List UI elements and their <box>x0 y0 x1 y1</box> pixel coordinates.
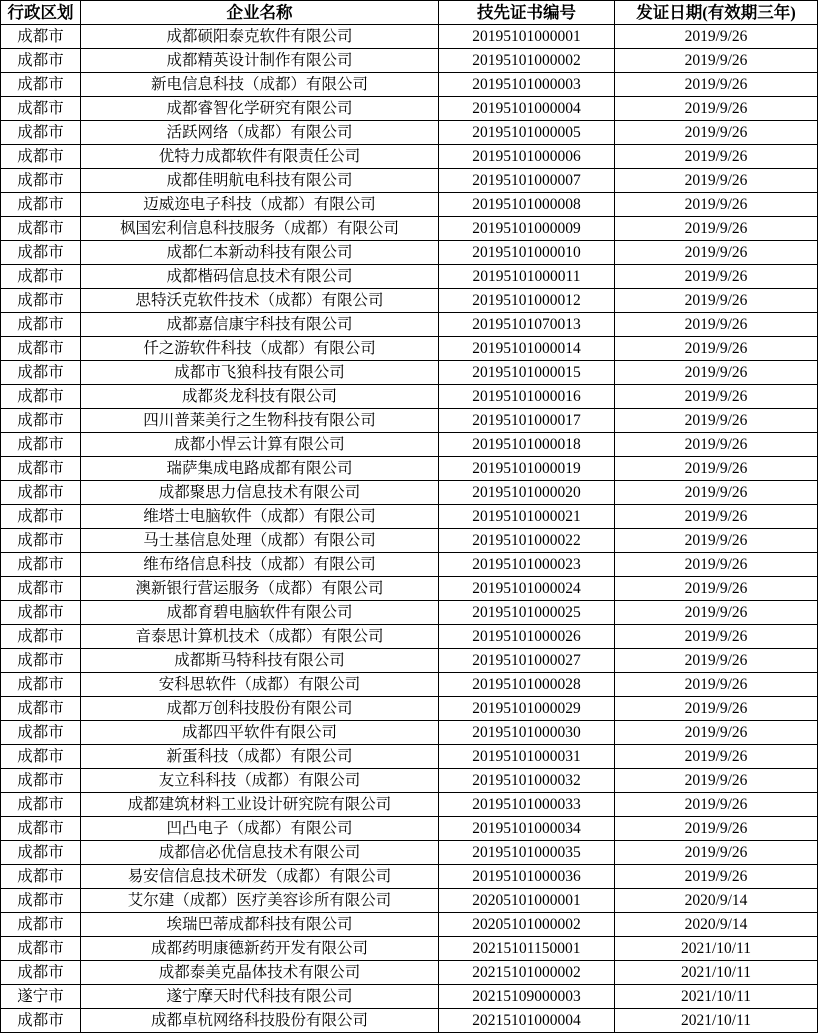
cell-certificate-no: 20195101000015 <box>439 361 615 385</box>
cell-region: 成都市 <box>1 529 81 553</box>
cell-issue-date: 2019/9/26 <box>615 817 818 841</box>
cell-issue-date: 2019/9/26 <box>615 577 818 601</box>
cell-issue-date: 2019/9/26 <box>615 313 818 337</box>
cell-issue-date: 2019/9/26 <box>615 73 818 97</box>
cell-certificate-no: 20195101000035 <box>439 841 615 865</box>
cell-certificate-no: 20195101000009 <box>439 217 615 241</box>
table-row <box>1 25 818 49</box>
cell-region: 成都市 <box>1 121 81 145</box>
table-row <box>1 121 818 145</box>
cell-company: 成都楷码信息技术有限公司 <box>81 265 439 289</box>
cell-certificate-no: 20195101000029 <box>439 697 615 721</box>
table-body <box>1 25 818 1033</box>
cell-certificate-no: 20195101000008 <box>439 193 615 217</box>
table-row <box>1 865 818 889</box>
table-row <box>1 217 818 241</box>
cell-issue-date: 2021/10/11 <box>615 985 818 1009</box>
cell-region: 成都市 <box>1 553 81 577</box>
cell-certificate-no: 20195101000032 <box>439 769 615 793</box>
cell-company: 友立科科技（成都）有限公司 <box>81 769 439 793</box>
cell-company: 四川普莱美行之生物科技有限公司 <box>81 409 439 433</box>
table-row <box>1 169 818 193</box>
cell-issue-date: 2021/10/11 <box>615 1009 818 1033</box>
header-row <box>1 1 818 25</box>
cell-region: 成都市 <box>1 625 81 649</box>
cell-company: 成都育碧电脑软件有限公司 <box>81 601 439 625</box>
cell-region: 成都市 <box>1 697 81 721</box>
table-row <box>1 193 818 217</box>
cell-certificate-no: 20195101000012 <box>439 289 615 313</box>
cell-company: 思特沃克软件技术（成都）有限公司 <box>81 289 439 313</box>
cell-region: 成都市 <box>1 769 81 793</box>
cell-issue-date: 2019/9/26 <box>615 553 818 577</box>
cell-issue-date: 2019/9/26 <box>615 673 818 697</box>
cell-certificate-no: 20195101000010 <box>439 241 615 265</box>
table-row <box>1 409 818 433</box>
cell-company: 艾尔建（成都）医疗美容诊所有限公司 <box>81 889 439 913</box>
cell-certificate-no: 20215101000004 <box>439 1009 615 1033</box>
cell-certificate-no: 20195101000033 <box>439 793 615 817</box>
cell-certificate-no: 20195101000003 <box>439 73 615 97</box>
cell-company: 遂宁摩天时代科技有限公司 <box>81 985 439 1009</box>
cell-issue-date: 2019/9/26 <box>615 361 818 385</box>
cell-certificate-no: 20195101000011 <box>439 265 615 289</box>
cell-issue-date: 2019/9/26 <box>615 97 818 121</box>
cell-region: 成都市 <box>1 745 81 769</box>
cell-company: 成都万创科技股份有限公司 <box>81 697 439 721</box>
cell-certificate-no: 20195101000021 <box>439 505 615 529</box>
cell-issue-date: 2019/9/26 <box>615 625 818 649</box>
cell-region: 成都市 <box>1 265 81 289</box>
cell-issue-date: 2020/9/14 <box>615 913 818 937</box>
cell-company: 成都炎龙科技有限公司 <box>81 385 439 409</box>
cell-region: 成都市 <box>1 865 81 889</box>
cell-certificate-no: 20195101000027 <box>439 649 615 673</box>
table-row <box>1 337 818 361</box>
cell-issue-date: 2019/9/26 <box>615 769 818 793</box>
cell-company: 成都嘉信康宇科技有限公司 <box>81 313 439 337</box>
cell-certificate-no: 20205101000001 <box>439 889 615 913</box>
cell-certificate-no: 20195101000016 <box>439 385 615 409</box>
cell-company: 成都信必优信息技术有限公司 <box>81 841 439 865</box>
cell-region: 成都市 <box>1 97 81 121</box>
table-row <box>1 601 818 625</box>
cell-issue-date: 2019/9/26 <box>615 289 818 313</box>
cell-company: 仟之游软件科技（成都）有限公司 <box>81 337 439 361</box>
cell-issue-date: 2019/9/26 <box>615 505 818 529</box>
cell-certificate-no: 20195101000014 <box>439 337 615 361</box>
cell-region: 成都市 <box>1 361 81 385</box>
cell-region: 成都市 <box>1 145 81 169</box>
cell-region: 成都市 <box>1 793 81 817</box>
cell-issue-date: 2019/9/26 <box>615 793 818 817</box>
table-row <box>1 913 818 937</box>
table-row <box>1 505 818 529</box>
cell-region: 成都市 <box>1 433 81 457</box>
cell-company: 新蛋科技（成都）有限公司 <box>81 745 439 769</box>
cell-issue-date: 2019/9/26 <box>615 745 818 769</box>
cell-region: 成都市 <box>1 25 81 49</box>
cell-company: 易安信信息技术研发（成都）有限公司 <box>81 865 439 889</box>
cell-certificate-no: 20195101000006 <box>439 145 615 169</box>
cell-company: 马士基信息处理（成都）有限公司 <box>81 529 439 553</box>
table-row <box>1 625 818 649</box>
cell-certificate-no: 20195101000034 <box>439 817 615 841</box>
cell-certificate-no: 20195101000036 <box>439 865 615 889</box>
cell-region: 成都市 <box>1 817 81 841</box>
cell-region: 成都市 <box>1 193 81 217</box>
cell-certificate-no: 20195101000025 <box>439 601 615 625</box>
table-row <box>1 649 818 673</box>
cell-certificate-no: 20195101000018 <box>439 433 615 457</box>
cell-certificate-no: 20195101000001 <box>439 25 615 49</box>
cell-company: 成都仁本新动科技有限公司 <box>81 241 439 265</box>
cell-company: 埃瑞巴蒂成都科技有限公司 <box>81 913 439 937</box>
cell-company: 成都佳明航电科技有限公司 <box>81 169 439 193</box>
cell-company: 成都四平软件有限公司 <box>81 721 439 745</box>
cell-region: 成都市 <box>1 481 81 505</box>
table-row <box>1 73 818 97</box>
cell-certificate-no: 20195101000020 <box>439 481 615 505</box>
cell-company: 活跃网络（成都）有限公司 <box>81 121 439 145</box>
table-row <box>1 97 818 121</box>
cell-company: 成都斯马特科技有限公司 <box>81 649 439 673</box>
cell-region: 成都市 <box>1 289 81 313</box>
cell-issue-date: 2019/9/26 <box>615 385 818 409</box>
table-row <box>1 385 818 409</box>
cell-company: 维布络信息科技（成都）有限公司 <box>81 553 439 577</box>
table-row <box>1 457 818 481</box>
cell-issue-date: 2019/9/26 <box>615 841 818 865</box>
table-row <box>1 1009 818 1033</box>
cell-region: 成都市 <box>1 649 81 673</box>
cell-issue-date: 2020/9/14 <box>615 889 818 913</box>
cell-certificate-no: 20195101000007 <box>439 169 615 193</box>
cell-region: 成都市 <box>1 721 81 745</box>
table-row <box>1 49 818 73</box>
table-row <box>1 265 818 289</box>
cell-region: 成都市 <box>1 841 81 865</box>
cell-company: 澳新银行营运服务（成都）有限公司 <box>81 577 439 601</box>
table-row <box>1 745 818 769</box>
cell-issue-date: 2019/9/26 <box>615 697 818 721</box>
table-row <box>1 289 818 313</box>
cell-certificate-no: 20205101000002 <box>439 913 615 937</box>
cell-certificate-no: 20195101000019 <box>439 457 615 481</box>
cell-issue-date: 2019/9/26 <box>615 649 818 673</box>
cell-company: 成都市飞狼科技有限公司 <box>81 361 439 385</box>
table-row <box>1 673 818 697</box>
cell-region: 成都市 <box>1 337 81 361</box>
cell-company: 成都精英设计制作有限公司 <box>81 49 439 73</box>
cell-company: 成都药明康德新药开发有限公司 <box>81 937 439 961</box>
table-row <box>1 433 818 457</box>
cell-region: 成都市 <box>1 73 81 97</box>
cell-certificate-no: 20195101070013 <box>439 313 615 337</box>
cell-company: 成都聚思力信息技术有限公司 <box>81 481 439 505</box>
table-row <box>1 793 818 817</box>
cell-issue-date: 2019/9/26 <box>615 145 818 169</box>
cell-issue-date: 2019/9/26 <box>615 217 818 241</box>
cell-issue-date: 2019/9/26 <box>615 49 818 73</box>
table-row <box>1 361 818 385</box>
cell-issue-date: 2019/9/26 <box>615 169 818 193</box>
cell-certificate-no: 20195101000017 <box>439 409 615 433</box>
cell-certificate-no: 20215101000002 <box>439 961 615 985</box>
table-row <box>1 145 818 169</box>
table-row <box>1 553 818 577</box>
cell-issue-date: 2019/9/26 <box>615 121 818 145</box>
cell-certificate-no: 20195101000028 <box>439 673 615 697</box>
table-row <box>1 889 818 913</box>
table-row <box>1 241 818 265</box>
cell-issue-date: 2019/9/26 <box>615 193 818 217</box>
cell-region: 成都市 <box>1 577 81 601</box>
cell-issue-date: 2019/9/26 <box>615 241 818 265</box>
cell-company: 优特力成都软件有限责任公司 <box>81 145 439 169</box>
cell-certificate-no: 20195101000030 <box>439 721 615 745</box>
cell-region: 成都市 <box>1 217 81 241</box>
cell-company: 新电信息科技（成都）有限公司 <box>81 73 439 97</box>
cell-region: 成都市 <box>1 937 81 961</box>
cell-issue-date: 2019/9/26 <box>615 337 818 361</box>
cell-company: 安科思软件（成都）有限公司 <box>81 673 439 697</box>
cell-region: 成都市 <box>1 601 81 625</box>
cell-certificate-no: 20195101000031 <box>439 745 615 769</box>
cell-region: 成都市 <box>1 241 81 265</box>
cell-region: 成都市 <box>1 913 81 937</box>
cell-region: 成都市 <box>1 409 81 433</box>
cell-region: 成都市 <box>1 49 81 73</box>
cell-issue-date: 2019/9/26 <box>615 457 818 481</box>
cell-company: 成都硕阳泰克软件有限公司 <box>81 25 439 49</box>
cell-issue-date: 2019/9/26 <box>615 409 818 433</box>
cell-region: 成都市 <box>1 673 81 697</box>
cell-company: 成都睿智化学研究有限公司 <box>81 97 439 121</box>
cell-company: 枫国宏利信息科技服务（成都）有限公司 <box>81 217 439 241</box>
cell-issue-date: 2019/9/26 <box>615 529 818 553</box>
cell-region: 成都市 <box>1 961 81 985</box>
cell-certificate-no: 20195101000022 <box>439 529 615 553</box>
cell-region: 成都市 <box>1 313 81 337</box>
table-row <box>1 697 818 721</box>
table-row <box>1 817 818 841</box>
cell-certificate-no: 20195101000004 <box>439 97 615 121</box>
cell-region: 成都市 <box>1 457 81 481</box>
table-row <box>1 961 818 985</box>
cell-region: 成都市 <box>1 169 81 193</box>
cell-issue-date: 2019/9/26 <box>615 481 818 505</box>
cell-company: 维塔士电脑软件（成都）有限公司 <box>81 505 439 529</box>
cell-issue-date: 2021/10/11 <box>615 961 818 985</box>
header-company: 企业名称 <box>81 1 439 25</box>
cell-company: 成都卓杭网络科技股份有限公司 <box>81 1009 439 1033</box>
cell-certificate-no: 20195101000023 <box>439 553 615 577</box>
cell-issue-date: 2019/9/26 <box>615 721 818 745</box>
cell-issue-date: 2019/9/26 <box>615 265 818 289</box>
cell-company: 迈威迩电子科技（成都）有限公司 <box>81 193 439 217</box>
table-row <box>1 529 818 553</box>
table-row <box>1 721 818 745</box>
cell-company: 瑞萨集成电路成都有限公司 <box>81 457 439 481</box>
cell-issue-date: 2019/9/26 <box>615 433 818 457</box>
table-row <box>1 481 818 505</box>
table-row <box>1 985 818 1009</box>
cell-certificate-no: 20195101000024 <box>439 577 615 601</box>
cell-certificate-no: 20195101000002 <box>439 49 615 73</box>
cell-company: 凹凸电子（成都）有限公司 <box>81 817 439 841</box>
cell-region: 成都市 <box>1 889 81 913</box>
cell-issue-date: 2019/9/26 <box>615 25 818 49</box>
cell-certificate-no: 20215101150001 <box>439 937 615 961</box>
table-row <box>1 769 818 793</box>
cell-region: 遂宁市 <box>1 985 81 1009</box>
header-certificate-no: 技先证书编号 <box>439 1 615 25</box>
cell-company: 成都建筑材料工业设计研究院有限公司 <box>81 793 439 817</box>
cell-certificate-no: 20195101000005 <box>439 121 615 145</box>
cell-issue-date: 2021/10/11 <box>615 937 818 961</box>
cell-company: 音泰思计算机技术（成都）有限公司 <box>81 625 439 649</box>
cell-certificate-no: 20215109000003 <box>439 985 615 1009</box>
table-row <box>1 577 818 601</box>
header-issue-date: 发证日期(有效期三年) <box>615 1 818 25</box>
cell-company: 成都泰美克晶体技术有限公司 <box>81 961 439 985</box>
cell-region: 成都市 <box>1 385 81 409</box>
cell-issue-date: 2019/9/26 <box>615 601 818 625</box>
cell-region: 成都市 <box>1 1009 81 1033</box>
table-row <box>1 937 818 961</box>
header-region: 行政区划 <box>1 1 81 25</box>
cell-certificate-no: 20195101000026 <box>439 625 615 649</box>
cell-issue-date: 2019/9/26 <box>615 865 818 889</box>
cell-region: 成都市 <box>1 505 81 529</box>
table-row <box>1 313 818 337</box>
cell-company: 成都小悍云计算有限公司 <box>81 433 439 457</box>
table-row <box>1 841 818 865</box>
